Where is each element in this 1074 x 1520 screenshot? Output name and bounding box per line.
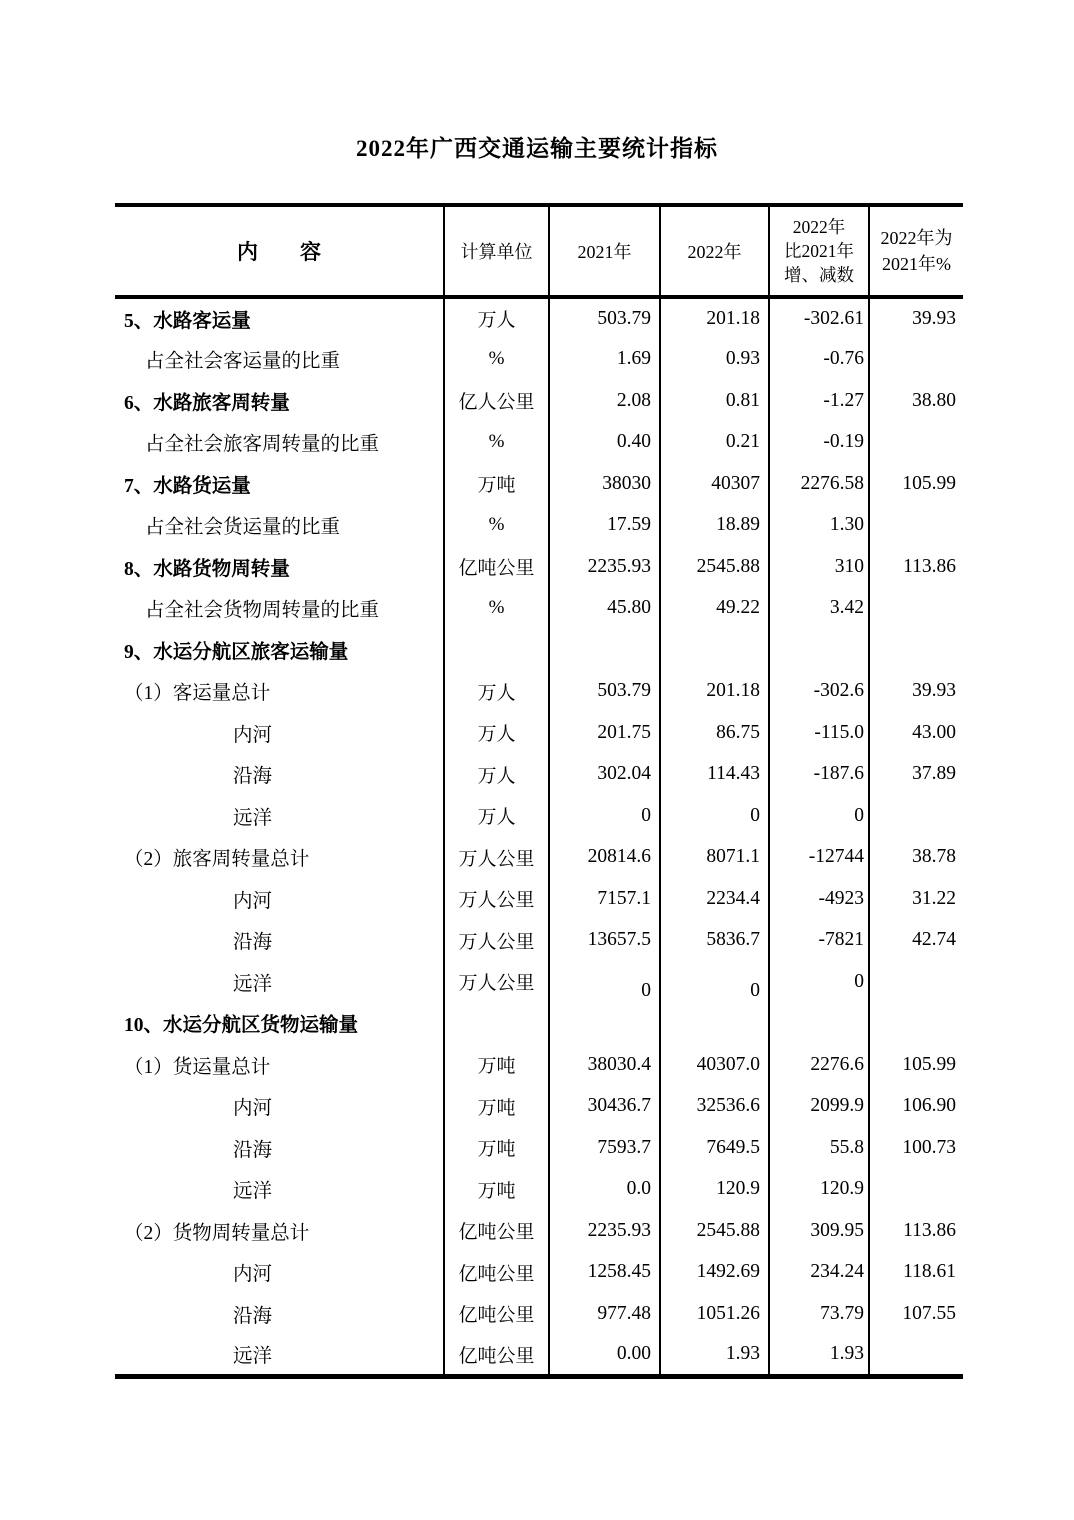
cell-unit: 万人 <box>444 754 549 796</box>
header-ratio <box>869 205 963 297</box>
table-row <box>115 339 963 381</box>
cell-diff: 2099.9 <box>769 1086 869 1128</box>
cell-content: 内河 <box>233 890 273 912</box>
cell-ratio <box>869 422 963 464</box>
cell-unit: 万人公里 <box>444 920 549 962</box>
cell-ratio: 118.61 <box>869 1252 963 1294</box>
cell-content: 占全社会货物周转量的比重 <box>145 600 380 622</box>
page-title: 2022年广西交通运输主要统计指标 <box>356 136 718 161</box>
table-row <box>115 1335 963 1377</box>
header-diff-line3: 增、减数 <box>784 265 854 285</box>
cell-content: 内河 <box>233 724 273 746</box>
cell-content: 占全社会货运量的比重 <box>145 517 341 539</box>
cell-2021: 0.0 <box>549 1169 660 1211</box>
cell-content: 内河 <box>233 1264 273 1286</box>
cell-content: 沿海 <box>233 932 273 954</box>
cell-diff: -4923 <box>769 878 869 920</box>
cell-2021: 0 <box>549 961 660 1003</box>
cell-diff: -1.27 <box>769 380 869 422</box>
cell-2022: 32536.6 <box>660 1086 769 1128</box>
cell-content: 远洋 <box>233 973 273 995</box>
cell-content: （2）旅客周转量总计 <box>124 849 310 871</box>
cell-diff: -12744 <box>769 837 869 879</box>
cell-unit: 亿吨公里 <box>444 1335 549 1377</box>
cell-content: （1）货运量总计 <box>124 1056 271 1078</box>
cell-diff <box>769 629 869 671</box>
table-header <box>115 205 963 297</box>
cell-diff: -115.0 <box>769 712 869 754</box>
cell-2022: 201.18 <box>660 671 769 713</box>
cell-2021: 38030.4 <box>549 1044 660 1086</box>
cell-ratio: 113.86 <box>869 1210 963 1252</box>
table-row <box>115 297 963 339</box>
cell-content: （2）货物周转量总计 <box>124 1222 310 1244</box>
cell-2021: 2235.93 <box>549 1210 660 1252</box>
cell-2021: 503.79 <box>549 671 660 713</box>
cell-2021: 1258.45 <box>549 1252 660 1294</box>
cell-2022: 0 <box>660 961 769 1003</box>
cell-unit: 万人公里 <box>444 961 549 1003</box>
cell-unit: % <box>444 588 549 630</box>
cell-ratio: 113.86 <box>869 546 963 588</box>
cell-content: 6、水路旅客周转量 <box>124 392 290 414</box>
cell-2022: 2545.88 <box>660 546 769 588</box>
table-row <box>115 1127 963 1169</box>
cell-2022: 0.81 <box>660 380 769 422</box>
cell-content: 远洋 <box>233 1181 273 1203</box>
stats-table <box>115 203 963 1379</box>
cell-diff: 120.9 <box>769 1169 869 1211</box>
cell-content: 8、水路货物周转量 <box>124 558 290 580</box>
header-diff-line1: 2022年 <box>792 217 846 237</box>
table-row <box>115 380 963 422</box>
cell-diff: 1.93 <box>769 1335 869 1377</box>
cell-diff: 2276.58 <box>769 463 869 505</box>
cell-ratio <box>869 1003 963 1045</box>
cell-2022: 0 <box>660 795 769 837</box>
cell-ratio: 107.55 <box>869 1293 963 1335</box>
cell-2021: 45.80 <box>549 588 660 630</box>
table-row <box>115 629 963 671</box>
cell-ratio <box>869 339 963 381</box>
table-row <box>115 837 963 879</box>
cell-2021: 30436.7 <box>549 1086 660 1128</box>
cell-diff: 0 <box>769 795 869 837</box>
header-2021: 2021年 <box>549 205 660 297</box>
cell-unit: 亿吨公里 <box>444 1210 549 1252</box>
cell-unit: 亿人公里 <box>444 380 549 422</box>
header-diff <box>769 205 869 297</box>
cell-ratio: 37.89 <box>869 754 963 796</box>
cell-diff: 3.42 <box>769 588 869 630</box>
cell-ratio <box>869 505 963 547</box>
table-row <box>115 505 963 547</box>
cell-content: 远洋 <box>233 807 273 829</box>
table-row <box>115 961 963 1003</box>
cell-ratio <box>869 629 963 671</box>
cell-unit: 万人 <box>444 712 549 754</box>
table-body <box>115 297 963 1376</box>
cell-diff: 1.30 <box>769 505 869 547</box>
cell-content: 沿海 <box>233 766 273 788</box>
table-row <box>115 588 963 630</box>
header-unit: 计算单位 <box>444 205 549 297</box>
cell-unit: 万吨 <box>444 1044 549 1086</box>
table-row <box>115 754 963 796</box>
cell-2022: 1492.69 <box>660 1252 769 1294</box>
header-ratio-line2: 2021年% <box>882 254 951 274</box>
cell-2021: 0.40 <box>549 422 660 464</box>
cell-ratio: 100.73 <box>869 1127 963 1169</box>
cell-diff: 309.95 <box>769 1210 869 1252</box>
cell-2021: 7157.1 <box>549 878 660 920</box>
cell-2021: 0 <box>549 795 660 837</box>
cell-diff: 234.24 <box>769 1252 869 1294</box>
cell-unit <box>444 629 549 671</box>
cell-content: 10、水运分航区货物运输量 <box>124 1015 359 1037</box>
header-diff-line2: 比2021年 <box>784 241 854 261</box>
cell-unit: 万吨 <box>444 1086 549 1128</box>
cell-2022: 2234.4 <box>660 878 769 920</box>
cell-ratio: 38.78 <box>869 837 963 879</box>
cell-2022: 49.22 <box>660 588 769 630</box>
cell-ratio <box>869 1169 963 1211</box>
cell-unit: 万人公里 <box>444 837 549 879</box>
cell-diff: 55.8 <box>769 1127 869 1169</box>
cell-ratio: 38.80 <box>869 380 963 422</box>
cell-ratio: 39.93 <box>869 297 963 339</box>
cell-diff: 0 <box>769 961 869 1003</box>
table-row <box>115 671 963 713</box>
cell-content: 占全社会客运量的比重 <box>145 351 341 373</box>
cell-2022: 8071.1 <box>660 837 769 879</box>
cell-2022: 2545.88 <box>660 1210 769 1252</box>
cell-2022: 0.93 <box>660 339 769 381</box>
cell-content: 沿海 <box>233 1139 273 1161</box>
header-ratio-line1: 2022年为 <box>880 228 953 248</box>
table-row <box>115 920 963 962</box>
cell-content: 5、水路客运量 <box>124 310 251 332</box>
cell-content: 沿海 <box>233 1305 273 1327</box>
cell-2022: 1051.26 <box>660 1293 769 1335</box>
table-row <box>115 463 963 505</box>
cell-2021: 7593.7 <box>549 1127 660 1169</box>
cell-diff: -187.6 <box>769 754 869 796</box>
cell-2021: 1.69 <box>549 339 660 381</box>
cell-2022: 40307 <box>660 463 769 505</box>
table-row <box>115 1252 963 1294</box>
cell-diff: -302.6 <box>769 671 869 713</box>
cell-unit: 万吨 <box>444 1127 549 1169</box>
cell-2021: 503.79 <box>549 297 660 339</box>
cell-2022: 120.9 <box>660 1169 769 1211</box>
cell-unit <box>444 1003 549 1045</box>
cell-ratio <box>869 588 963 630</box>
table-row <box>115 1003 963 1045</box>
header-2022: 2022年 <box>660 205 769 297</box>
cell-2021: 302.04 <box>549 754 660 796</box>
cell-ratio: 106.90 <box>869 1086 963 1128</box>
cell-2021: 2.08 <box>549 380 660 422</box>
cell-ratio: 31.22 <box>869 878 963 920</box>
cell-ratio <box>869 795 963 837</box>
cell-diff: -0.19 <box>769 422 869 464</box>
table-row <box>115 546 963 588</box>
cell-diff: -302.61 <box>769 297 869 339</box>
table-row <box>115 1293 963 1335</box>
cell-content: 9、水运分航区旅客运输量 <box>124 641 349 663</box>
cell-unit: % <box>444 505 549 547</box>
cell-unit: 万人 <box>444 671 549 713</box>
cell-2021 <box>549 1003 660 1045</box>
cell-2022: 7649.5 <box>660 1127 769 1169</box>
cell-diff: 73.79 <box>769 1293 869 1335</box>
cell-ratio: 105.99 <box>869 1044 963 1086</box>
cell-content: 内河 <box>233 1098 273 1120</box>
cell-ratio: 105.99 <box>869 463 963 505</box>
cell-ratio <box>869 1335 963 1377</box>
cell-2022: 40307.0 <box>660 1044 769 1086</box>
cell-2022: 86.75 <box>660 712 769 754</box>
table-row <box>115 1210 963 1252</box>
cell-unit: 亿吨公里 <box>444 1293 549 1335</box>
cell-ratio <box>869 961 963 1003</box>
cell-unit: 亿吨公里 <box>444 1252 549 1294</box>
table-row <box>115 422 963 464</box>
cell-2021 <box>549 629 660 671</box>
cell-2021: 20814.6 <box>549 837 660 879</box>
cell-unit: 万人 <box>444 297 549 339</box>
cell-ratio: 42.74 <box>869 920 963 962</box>
cell-content: 占全社会旅客周转量的比重 <box>145 434 380 456</box>
cell-content: 7、水路货运量 <box>124 475 251 497</box>
cell-2022: 1.93 <box>660 1335 769 1377</box>
cell-2021: 38030 <box>549 463 660 505</box>
cell-2022 <box>660 629 769 671</box>
cell-ratio: 39.93 <box>869 671 963 713</box>
cell-unit: 万吨 <box>444 463 549 505</box>
cell-2022: 18.89 <box>660 505 769 547</box>
cell-diff: 2276.6 <box>769 1044 869 1086</box>
cell-2021: 17.59 <box>549 505 660 547</box>
cell-2021: 0.00 <box>549 1335 660 1377</box>
cell-diff: -0.76 <box>769 339 869 381</box>
cell-diff: 310 <box>769 546 869 588</box>
cell-2022: 5836.7 <box>660 920 769 962</box>
cell-2021: 2235.93 <box>549 546 660 588</box>
cell-2022: 114.43 <box>660 754 769 796</box>
cell-2022: 201.18 <box>660 297 769 339</box>
cell-unit: % <box>444 339 549 381</box>
table-row <box>115 1086 963 1128</box>
cell-unit: 万吨 <box>444 1169 549 1211</box>
cell-content: 远洋 <box>233 1346 273 1367</box>
cell-2022: 0.21 <box>660 422 769 464</box>
cell-unit: 万人公里 <box>444 878 549 920</box>
cell-2022 <box>660 1003 769 1045</box>
table-row <box>115 795 963 837</box>
cell-diff: -7821 <box>769 920 869 962</box>
table-row <box>115 878 963 920</box>
cell-2021: 13657.5 <box>549 920 660 962</box>
cell-2021: 977.48 <box>549 1293 660 1335</box>
cell-content: （1）客运量总计 <box>124 683 271 705</box>
table-row <box>115 712 963 754</box>
table-row <box>115 1044 963 1086</box>
cell-ratio: 43.00 <box>869 712 963 754</box>
cell-unit: 万人 <box>444 795 549 837</box>
cell-diff <box>769 1003 869 1045</box>
cell-unit: 亿吨公里 <box>444 546 549 588</box>
cell-unit: % <box>444 422 549 464</box>
table-row <box>115 1169 963 1211</box>
header-row <box>115 205 963 297</box>
header-content: 内 容 <box>237 240 321 264</box>
cell-2021: 201.75 <box>549 712 660 754</box>
